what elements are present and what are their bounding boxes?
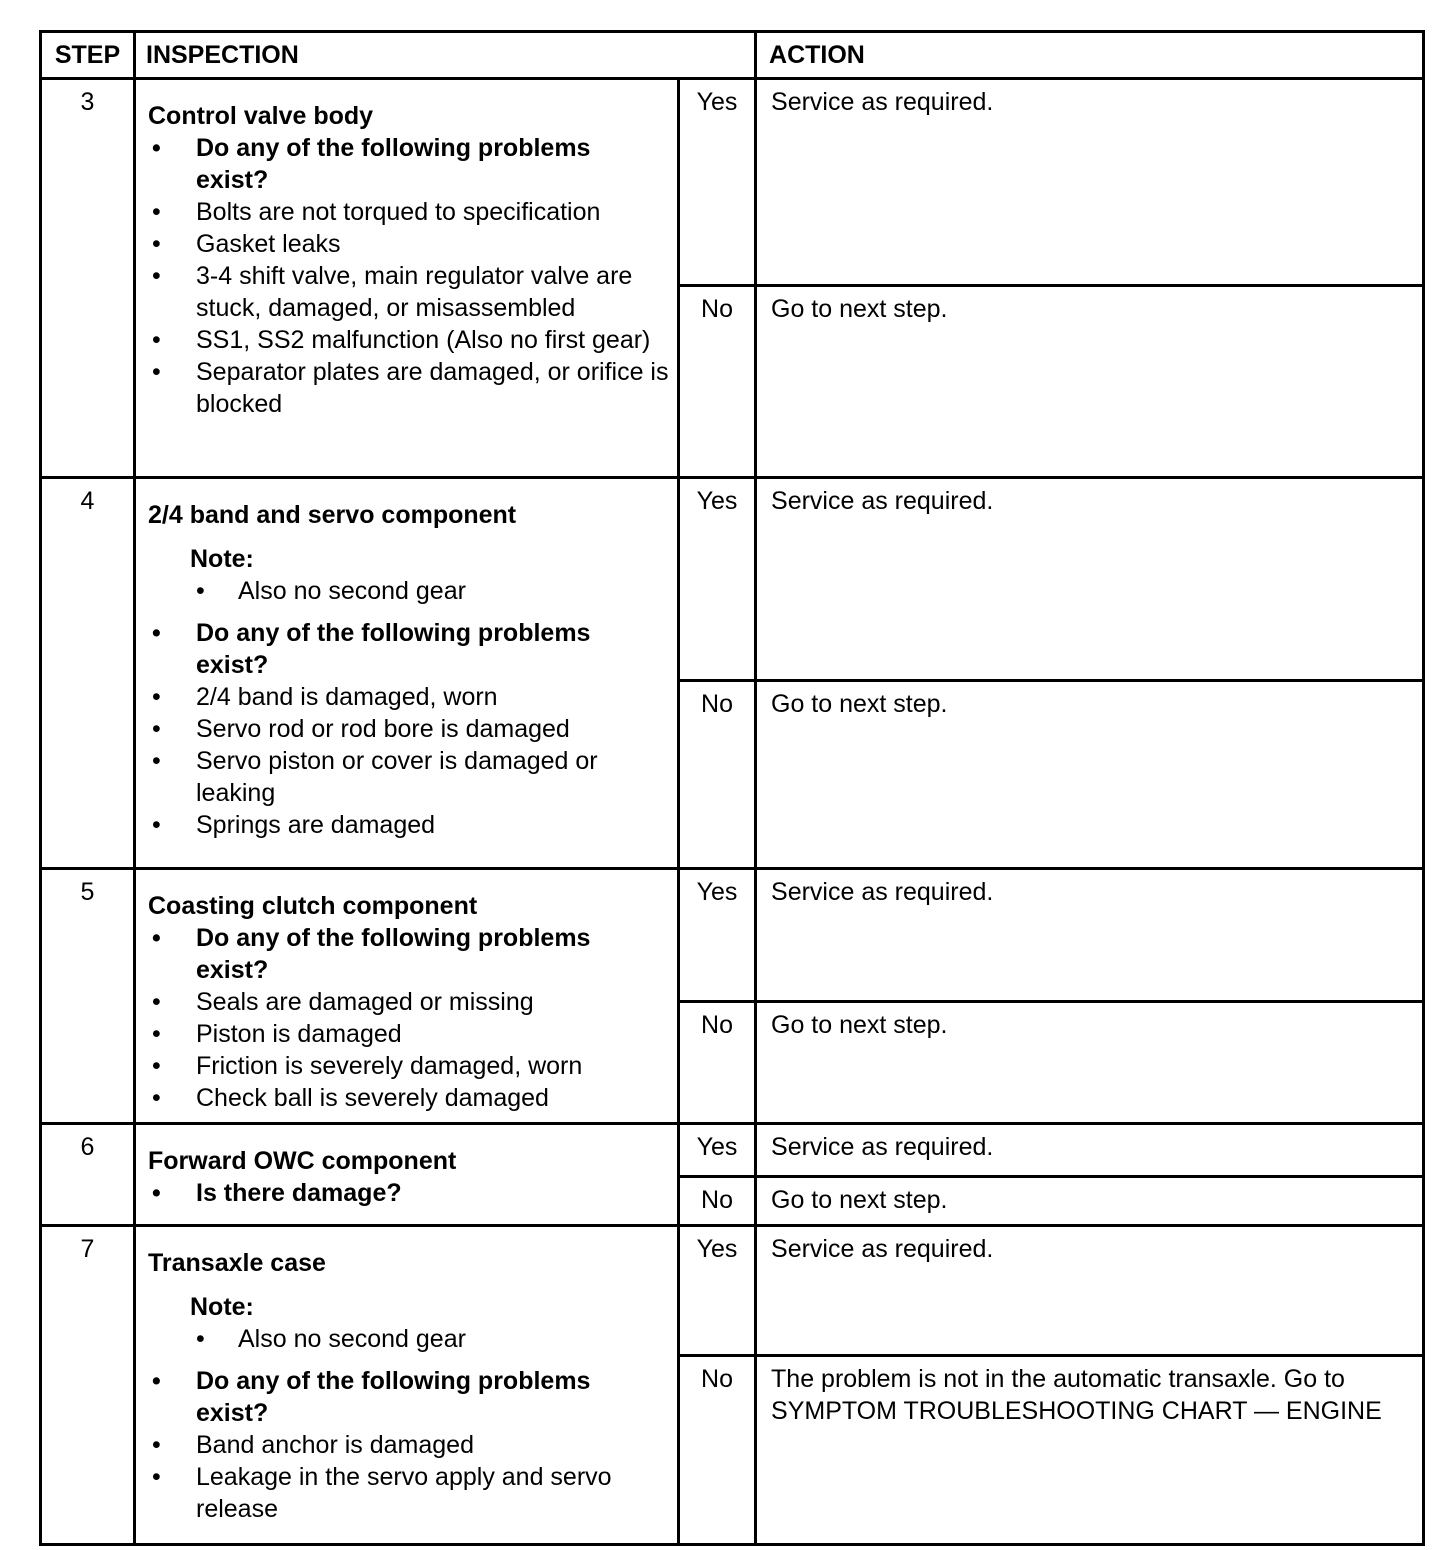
inspection-cell	[135, 869, 679, 1124]
question-item: • Is there damage?	[148, 1177, 669, 1209]
question-item: • Do any of the following problems exist?	[148, 1365, 669, 1429]
no-label: No	[679, 1177, 756, 1226]
list-item: • SS1, SS2 malfunction (Also no first gear)	[148, 324, 669, 356]
list-item: • Check ball is severely damaged	[148, 1082, 669, 1114]
yes-action: Service as required.	[756, 1124, 1424, 1177]
list-item: • Gasket leaks	[148, 228, 669, 260]
note-title: Note:	[190, 1293, 254, 1321]
problem-list	[148, 922, 669, 1114]
no-label: No	[679, 1356, 756, 1545]
list-item: • 3-4 shift valve, main regulator valve are stuck, damaged, or misassembled	[148, 260, 669, 324]
inspection-title: Forward OWC component	[148, 1147, 457, 1175]
list-item: • 2/4 band is damaged, worn	[148, 681, 669, 713]
yes-action: Service as required.	[756, 1226, 1424, 1356]
note-item: • Also no second gear	[190, 1323, 669, 1355]
step-number: 4	[41, 478, 135, 869]
note-item: • Also no second gear	[190, 575, 669, 607]
no-label: No	[679, 681, 756, 869]
step-number: 5	[41, 869, 135, 1124]
list-item: • Separator plates are damaged, or orifice is blocked	[148, 356, 669, 420]
yes-label: Yes	[679, 478, 756, 681]
action-header: ACTION	[756, 32, 1424, 79]
problem-list	[148, 132, 669, 420]
step-number: 7	[41, 1226, 135, 1545]
inspection-title: Control valve body	[148, 102, 374, 130]
step-7-yes-row	[41, 1226, 1424, 1356]
question-item: • Do any of the following problems exist?	[148, 922, 669, 986]
yes-label: Yes	[679, 1226, 756, 1356]
note-block	[190, 543, 669, 607]
list-item: • Servo piston or cover is damaged or leaking	[148, 745, 669, 809]
question-item: • Do any of the following problems exist?	[148, 617, 669, 681]
no-label: No	[679, 1001, 756, 1124]
yes-action: Service as required.	[756, 79, 1424, 286]
list-item: • Bolts are not torqued to specification	[148, 196, 669, 228]
list-item: • Seals are damaged or missing	[148, 986, 669, 1018]
step-number: 6	[41, 1124, 135, 1226]
inspection-title: 2/4 band and servo component	[148, 501, 517, 529]
header-row	[41, 32, 1424, 79]
yes-label: Yes	[679, 79, 756, 286]
question-item: • Do any of the following problems exist?	[148, 132, 669, 196]
no-action: Go to next step.	[756, 681, 1424, 869]
step-number: 3	[41, 79, 135, 478]
no-action: Go to next step.	[756, 1177, 1424, 1226]
inspection-cell	[135, 1226, 679, 1545]
list-item: • Friction is severely damaged, worn	[148, 1050, 669, 1082]
inspection-header: INSPECTION	[135, 32, 756, 79]
inspection-cell	[135, 478, 679, 869]
list-item: • Leakage in the servo apply and servo release	[148, 1461, 669, 1525]
step-header: STEP	[41, 32, 135, 79]
note-list	[190, 575, 669, 607]
no-action: Go to next step.	[756, 1001, 1424, 1124]
no-label: No	[679, 286, 756, 478]
list-item: • Band anchor is damaged	[148, 1429, 669, 1461]
no-action: The problem is not in the automatic transaxle. Go to SYMPTOM TROUBLESHOOTING CHART — ENGINE	[756, 1356, 1424, 1545]
problem-list	[148, 1177, 669, 1209]
inspection-title: Coasting clutch component	[148, 892, 478, 920]
step-3-yes-row	[41, 79, 1424, 286]
problem-list	[148, 617, 669, 841]
list-item: • Servo rod or rod bore is damaged	[148, 713, 669, 745]
yes-label: Yes	[679, 869, 756, 1002]
inspection-title: Transaxle case	[148, 1249, 326, 1277]
yes-label: Yes	[679, 1124, 756, 1177]
problem-list	[148, 1365, 669, 1525]
inspection-cell	[135, 79, 679, 478]
inspection-cell	[135, 1124, 679, 1226]
yes-action: Service as required.	[756, 869, 1424, 1002]
list-item: • Piston is damaged	[148, 1018, 669, 1050]
yes-action: Service as required.	[756, 478, 1424, 681]
note-list	[190, 1323, 669, 1355]
step-6-yes-row	[41, 1124, 1424, 1177]
list-item: • Springs are damaged	[148, 809, 669, 841]
troubleshooting-table	[39, 30, 1425, 1546]
no-action: Go to next step.	[756, 286, 1424, 478]
step-4-yes-row	[41, 478, 1424, 681]
note-title: Note:	[190, 545, 254, 573]
step-5-yes-row	[41, 869, 1424, 1002]
note-block	[190, 1291, 669, 1355]
